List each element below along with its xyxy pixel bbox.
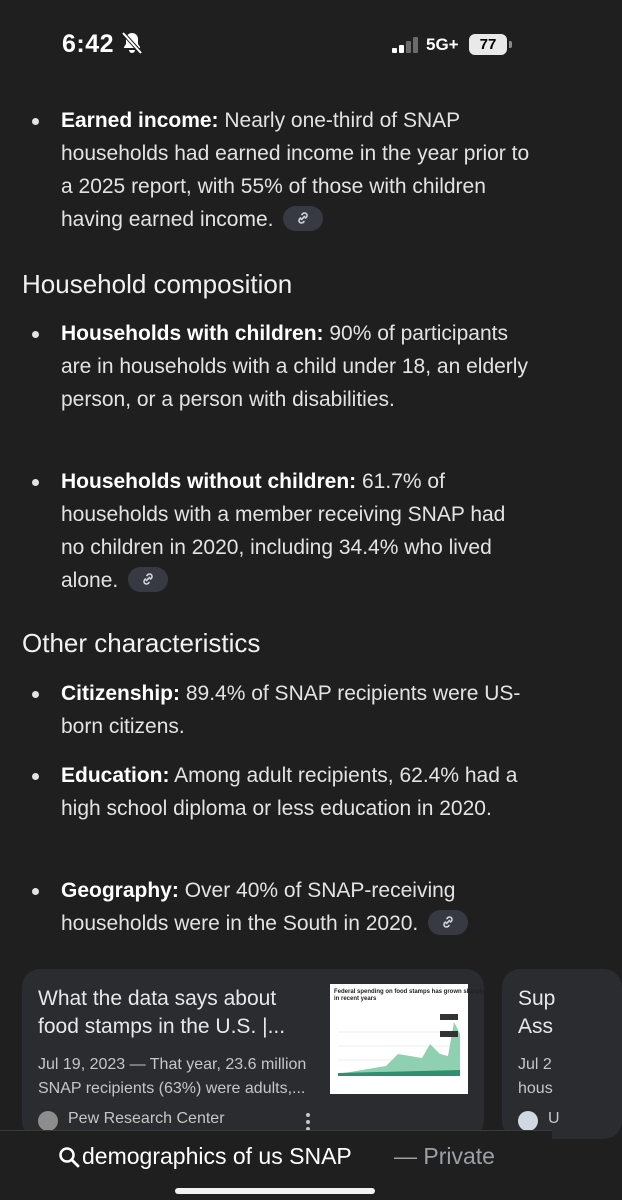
- bullet-households-without-children: [0, 465, 552, 597]
- card-thumbnail: [330, 984, 485, 1094]
- section-heading-household: Household composition: [22, 269, 293, 299]
- card-source: [518, 1110, 560, 1128]
- section-heading-other: Other characteristics: [22, 628, 261, 658]
- bullet-label: Earned income:: [61, 109, 219, 132]
- bullet-text: Among adult recipients, 62.4% had a high school diploma or less education in 2020.: [61, 764, 518, 820]
- card-snippet: Jul 2 hous: [518, 1056, 553, 1097]
- card-source: [38, 1110, 225, 1128]
- battery-indicator: 77: [469, 34, 507, 55]
- source-card-pew[interactable]: [22, 969, 484, 1139]
- bullet-geography: [0, 874, 552, 940]
- source-link-chip[interactable]: [128, 567, 168, 592]
- bullet-label: Education:: [61, 764, 170, 787]
- source-cards-carousel[interactable]: [22, 969, 560, 1134]
- bullet-text: 89.4% of SNAP recipients were US-born citizens.: [61, 682, 521, 738]
- bullet-label: Geography:: [61, 879, 179, 902]
- bullet-earned-income: [0, 104, 552, 236]
- link-icon: [296, 211, 310, 225]
- card-source-name: U: [548, 1110, 560, 1127]
- bullet-education: [0, 759, 552, 825]
- bell-slash-icon: [121, 31, 143, 55]
- more-options-icon[interactable]: [305, 1112, 311, 1132]
- search-query[interactable]: demographics of us SNAP: [82, 1143, 352, 1169]
- source-link-chip[interactable]: [283, 206, 323, 231]
- status-time: 6:42: [62, 30, 115, 58]
- status-bar: [0, 0, 552, 92]
- card-source-name: Pew Research Center: [68, 1110, 225, 1127]
- card-snippet: Jul 19, 2023 — That year, 23.6 million SNAP recipients (63%) were adults,...: [38, 1056, 307, 1097]
- bullet-label: Citizenship:: [61, 682, 180, 705]
- bullet-label: Households with children:: [61, 322, 324, 345]
- source-link-chip[interactable]: [428, 910, 468, 935]
- link-icon: [441, 915, 455, 929]
- home-indicator[interactable]: [175, 1188, 375, 1194]
- bullet-text: 90% of participants are in households with a child under 18, an elderly person, or a person with disabilities.: [61, 322, 528, 411]
- bullet-text: 61.7% of households with a member receiving SNAP had no children in 2020, including 34.4% who lived alone.: [61, 470, 506, 592]
- bullet-text: Nearly one-third of SNAP households had earned income in the year prior to a 2025 report, with 55% of those with children having earned income.: [61, 109, 530, 231]
- search-icon: [58, 1146, 80, 1168]
- source-card-second[interactable]: [502, 969, 622, 1139]
- network-type: 5G+: [426, 35, 459, 54]
- card-title[interactable]: What the data says about food stamps in the U.S. |...: [38, 987, 286, 1038]
- chart-thumbnail-image: [330, 984, 485, 1094]
- search-bar[interactable]: [0, 1130, 552, 1200]
- link-icon: [141, 572, 155, 586]
- private-mode-label: — Private: [394, 1143, 495, 1169]
- bullet-citizenship: [0, 677, 552, 743]
- bullet-label: Households without children:: [61, 470, 357, 493]
- svg-text:in recent years: in recent years: [334, 996, 377, 1002]
- signal-icon: [392, 37, 420, 53]
- bullet-households-with-children: [0, 317, 552, 416]
- thumb-title: Federal spending on food stamps has grown sharply: [334, 989, 485, 995]
- bullet-text: Over 40% of SNAP-receiving households were in the South in 2020.: [61, 879, 456, 935]
- card-title[interactable]: Sup Ass: [518, 987, 556, 1038]
